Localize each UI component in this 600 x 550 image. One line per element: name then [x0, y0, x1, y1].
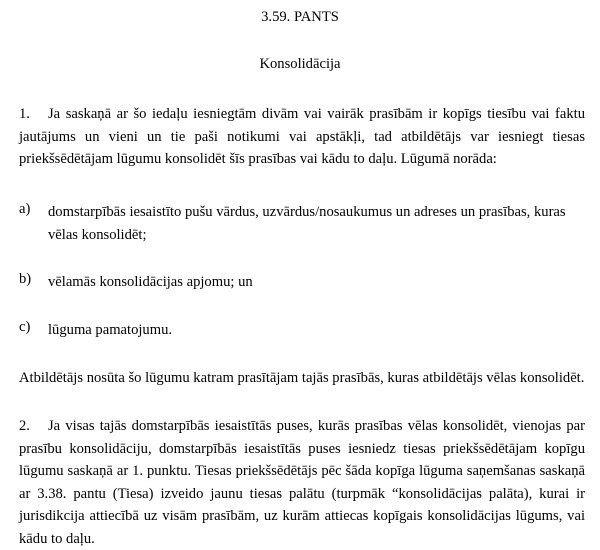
list-item-text: domstarpībās iesaistīto pušu vārdus, uzvārdus/nosaukumus un adreses un prasības, kuras vēlas konsolidēt;: [48, 204, 566, 243]
list-item-text: lūguma pamatojumu.: [48, 322, 173, 338]
paragraph-1-text: Ja saskaņā ar šo iedaļu iesniegtām divām vai vairāk prasībām ir kopīgs tiesību vai faktu jautājums un vieni un tie paši notikumi vai apstākļi, tad atbildētājs var iesniegt tiesas priekšsēdētājam lūgumu konsolidēt šīs prasības vai kādu to daļu. Lūgumā norāda:: [19, 106, 585, 167]
paragraph-2: [19, 415, 585, 550]
article-number: 3.59. PANTS: [261, 9, 339, 25]
list-item-label: a): [19, 201, 31, 217]
closing-paragraph: Atbildētājs nosūta šo lūgumu katram prasītājam tajās prasībās, kuras atbildētājs vēlas konsolidēt.: [19, 370, 585, 386]
paragraph-1-number: 1.: [19, 106, 30, 122]
paragraph-1: [19, 103, 585, 171]
paragraph-2-text: Ja visas tajās domstarpībās iesaistītās puses, kurās prasības vēlas konsolidēt, vienojas par prasību konsolidāciju, domstarpībās iesaistītās puses iesniedz tiesas priekšsēdētājam kopīgu lūgumu saskaņā ar 1. punktu. Tiesas priekšsēdētājs pēc šāda kopīga lūguma saņemšanas saskaņā ar 3.38. pantu (Tiesa) izveido jaunu tiesas palātu (turpmāk “konsolidācijas palāta), kurai ir jurisdikcija attiecībā uz visām prasībām, uz kurām attiecas kopīgais konsolidācijas lūgums, vai kādu to daļu.: [19, 418, 585, 547]
list-item-label: b): [19, 271, 32, 287]
paragraph-2-number: 2.: [19, 418, 30, 434]
list-item-text: vēlamās konsolidācijas apjomu; un: [48, 274, 253, 290]
list-item-label: c): [19, 319, 31, 335]
article-title: Konsolidācija: [259, 56, 341, 72]
